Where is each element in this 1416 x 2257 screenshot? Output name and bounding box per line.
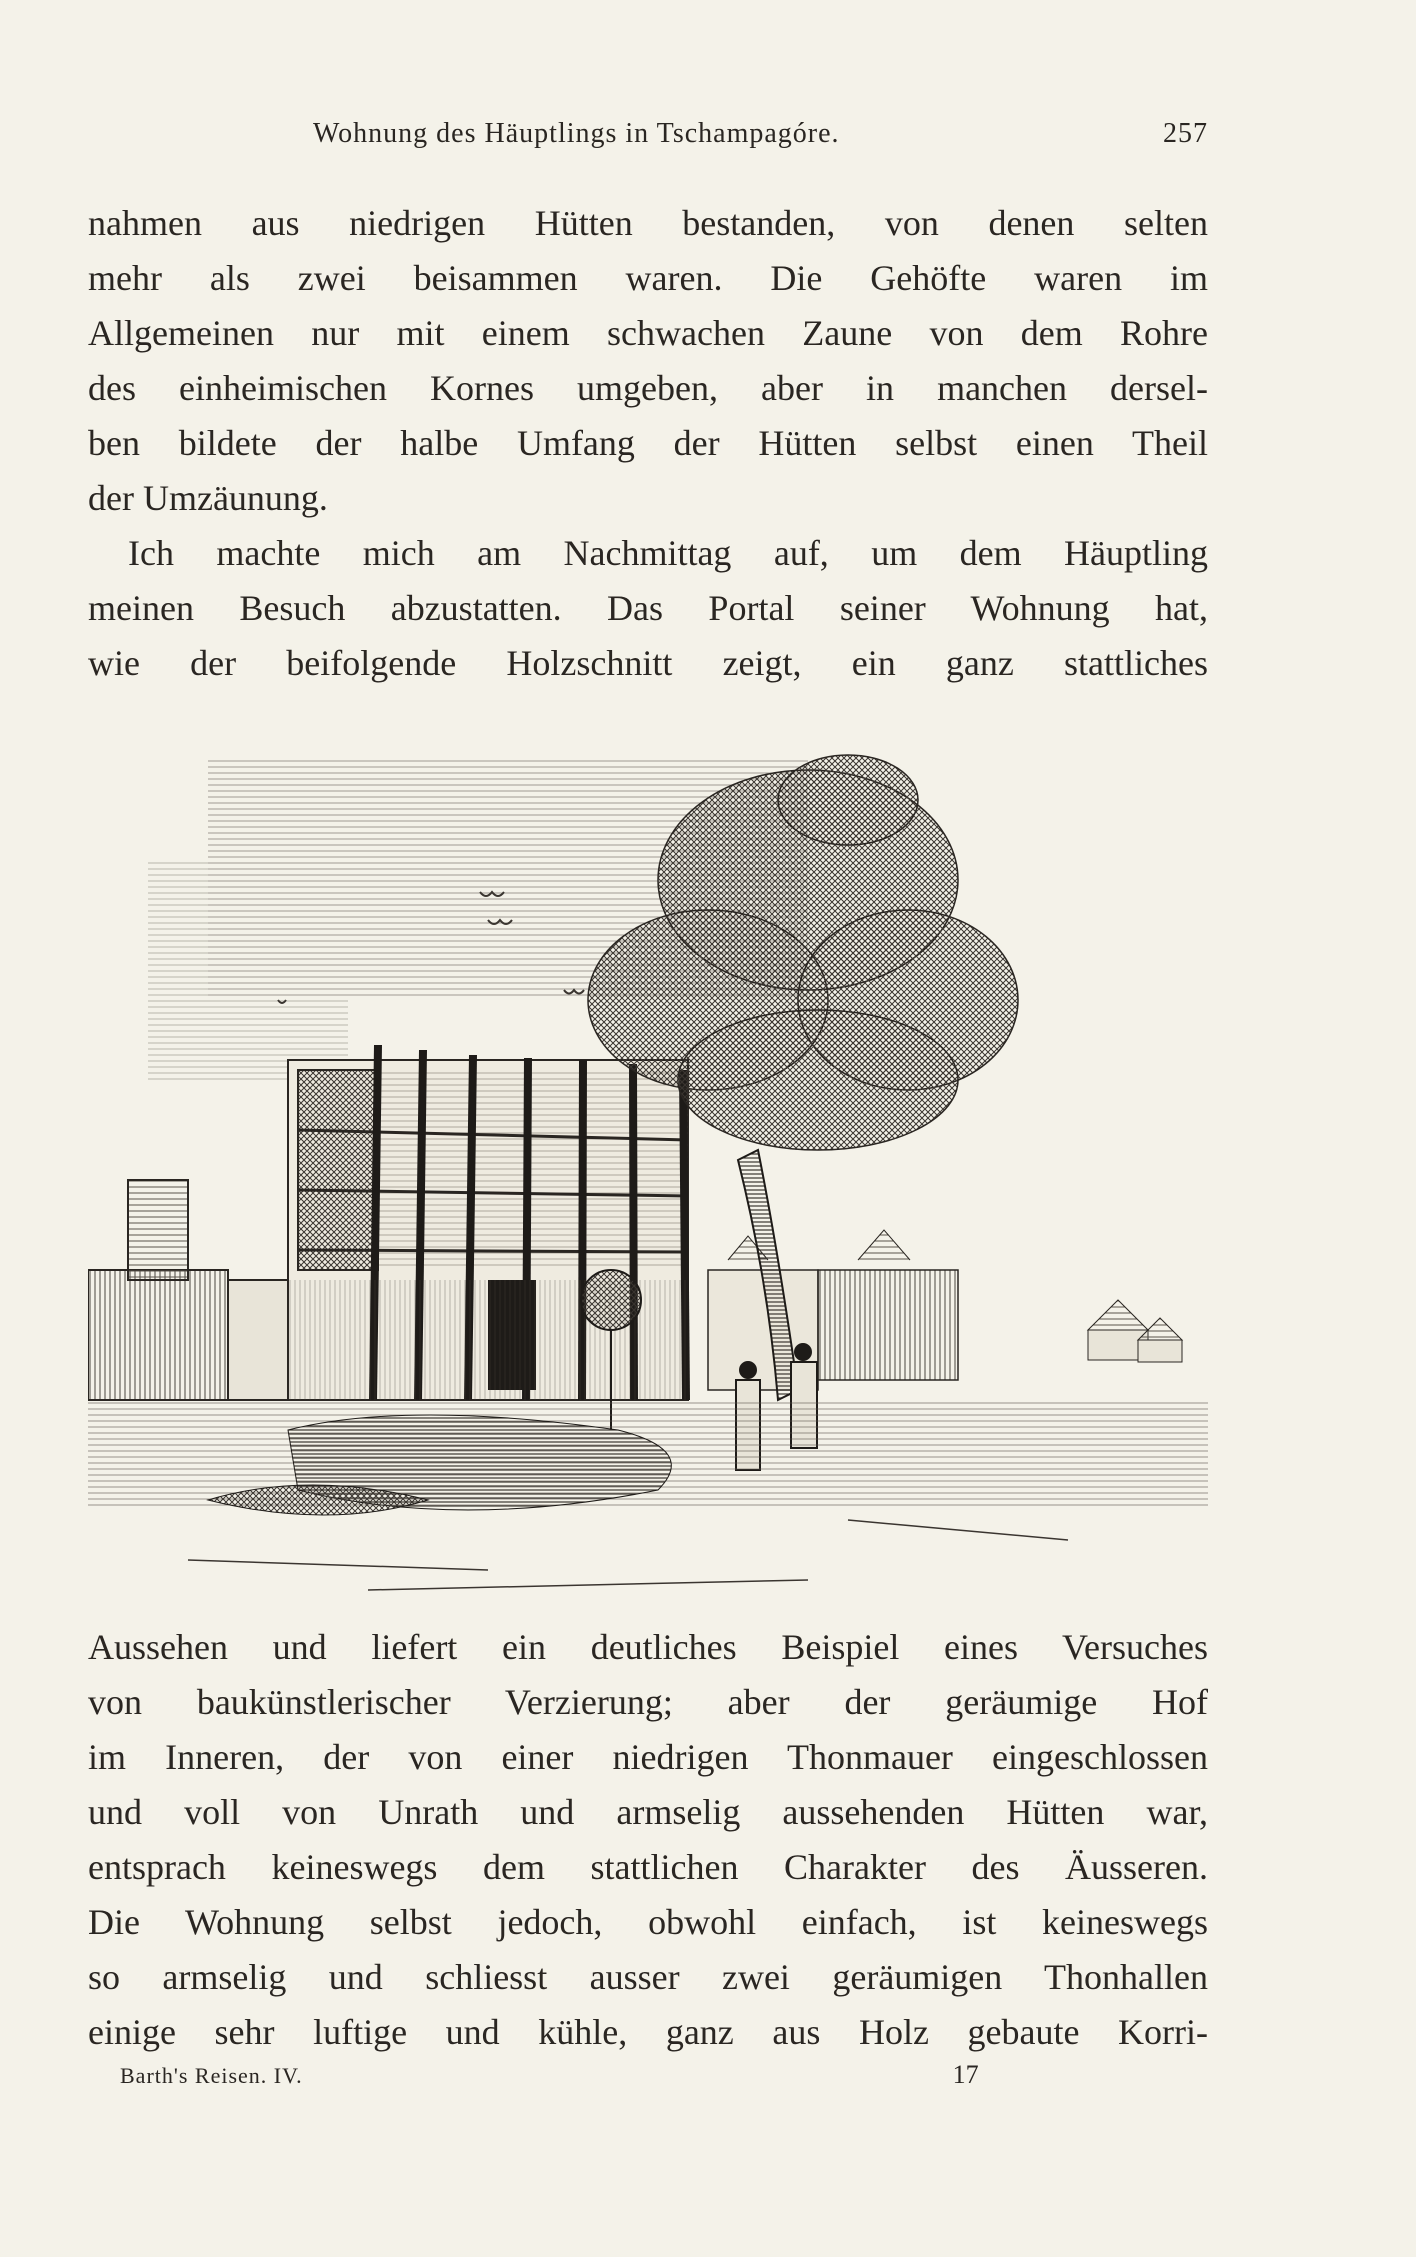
text-line: und voll von Unrath und armselig aussehenden Hütten war, [88,1792,1208,1832]
text-line: des einheimischen Kornes umgeben, aber in manchen dersel- [88,368,1208,408]
page-footer [120,2060,1020,2090]
text-line: ben bildete der halbe Umfang der Hütten selbst einen Theil [88,423,1208,463]
paragraph-3 [88,1620,1208,2060]
paragraph-1 [88,196,1208,526]
running-head [88,118,1208,150]
text-line: einige sehr luftige und kühle, ganz aus Holz gebaute Korri- [88,2012,1208,2052]
text-line: meinen Besuch abzustatten. Das Portal seiner Wohnung hat, [88,588,1208,628]
text-line: der Umzäunung. [88,478,328,518]
text-line: Die Wohnung selbst jedoch, obwohl einfach, ist keineswegs [88,1902,1208,1942]
signature-mark: 17 [952,2060,979,2089]
text-before-figure [88,196,1208,691]
text-line: Allgemeinen nur mit einem schwachen Zaune von dem Rohre [88,313,1208,353]
paragraph-2 [88,526,1208,691]
woodcut-illustration [88,740,1208,1610]
text-line: Aussehen und liefert ein deutliches Beispiel eines Versuches [88,1627,1208,1667]
text-line: mehr als zwei beisammen waren. Die Gehöfte waren im [88,258,1208,298]
distant-huts [1088,1300,1182,1362]
text-line: nahmen aus niedrigen Hütten bestanden, von denen selten [88,203,1208,243]
page-number: 257 [1163,118,1208,149]
ground [88,1400,1208,1590]
text-line: wie der beifolgende Holzschnitt zeigt, ein ganz stattliches [88,643,1208,683]
signature-label: Barth's Reisen. IV. [120,2063,303,2088]
text-line: so armselig und schliesst ausser zwei geräumigen Thonhallen [88,1957,1208,1997]
text-line: von baukünstlerischer Verzierung; aber der geräumige Hof [88,1682,1208,1722]
portal-building [288,1045,688,1400]
text-line: im Inneren, der von einer niedrigen Thonmauer eingeschlossen [88,1737,1208,1777]
text-line: entsprach keineswegs dem stattlichen Charakter des Äusseren. [88,1847,1208,1887]
text-after-figure [88,1620,1208,2060]
text-line: Ich machte mich am Nachmittag auf, um dem Häuptling [128,533,1208,573]
running-title: Wohnung des Häuptlings in Tschampagóre. [313,118,840,149]
